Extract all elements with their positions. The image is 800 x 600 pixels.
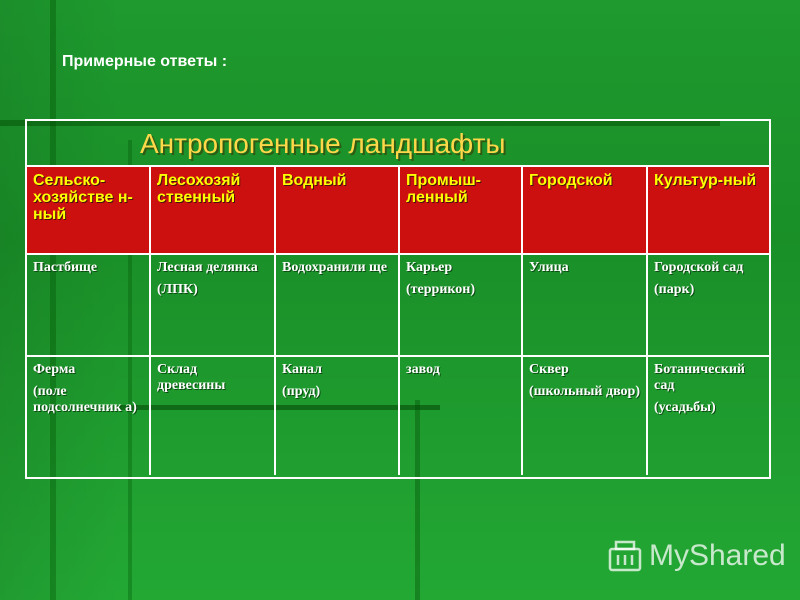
- table-cell: [648, 357, 769, 475]
- cell-text: (парк): [654, 282, 695, 297]
- cell-text: (усадьбы): [654, 400, 716, 415]
- header-cell: Городской: [523, 167, 648, 253]
- table-cell: [276, 357, 400, 475]
- table-cell: [523, 255, 648, 355]
- cell-text: Улица: [529, 260, 569, 275]
- cell-text: (школьный двор): [529, 384, 640, 399]
- cell-text: Склад древесины: [157, 362, 226, 393]
- cell-text: Карьер: [406, 260, 453, 275]
- slide-subtitle: Примерные ответы :: [62, 53, 228, 70]
- header-cell: Лесохозяй ственный: [151, 167, 276, 253]
- table-cell: [400, 255, 523, 355]
- table-header-row: [27, 167, 769, 255]
- mortarboard-icon: [607, 538, 643, 574]
- cell-text: завод: [406, 362, 440, 377]
- table-cell: [400, 357, 523, 475]
- cell-text: Лесная делянка: [157, 260, 258, 275]
- landscape-table: [25, 119, 771, 479]
- cell-text: Ботанический сад: [654, 362, 745, 393]
- watermark-text: MyShared: [649, 539, 786, 572]
- header-cell: Промыш-ленный: [400, 167, 523, 253]
- header-cell: Сельско-хозяйстве н-ный: [27, 167, 151, 253]
- table-cell: [27, 357, 151, 475]
- table-cell: [151, 255, 276, 355]
- header-cell: Водный: [276, 167, 400, 253]
- table-cell: [648, 255, 769, 355]
- table-row: [27, 255, 769, 357]
- cell-text: Пастбище: [33, 260, 98, 275]
- cell-text: Сквер: [529, 362, 569, 377]
- cell-text: Канал: [282, 362, 323, 377]
- cell-text: Водохранили ще: [282, 260, 388, 275]
- cell-text: (поле подсолнечник а): [33, 384, 137, 415]
- table-cell: [276, 255, 400, 355]
- cell-text: (ЛПК): [157, 282, 198, 297]
- table-cell: [151, 357, 276, 475]
- watermark: [607, 536, 786, 576]
- header-cell: Культур-ный: [654, 172, 757, 189]
- table-title: Антропогенные ландшафты: [27, 121, 769, 167]
- cell-text: Городской сад: [654, 260, 744, 275]
- cell-text: (пруд): [282, 384, 321, 399]
- table-row: [27, 357, 769, 475]
- cell-text: (террикон): [406, 282, 476, 297]
- table-cell: [27, 255, 151, 355]
- cell-text: Ферма: [33, 362, 76, 377]
- table-cell: [523, 357, 648, 475]
